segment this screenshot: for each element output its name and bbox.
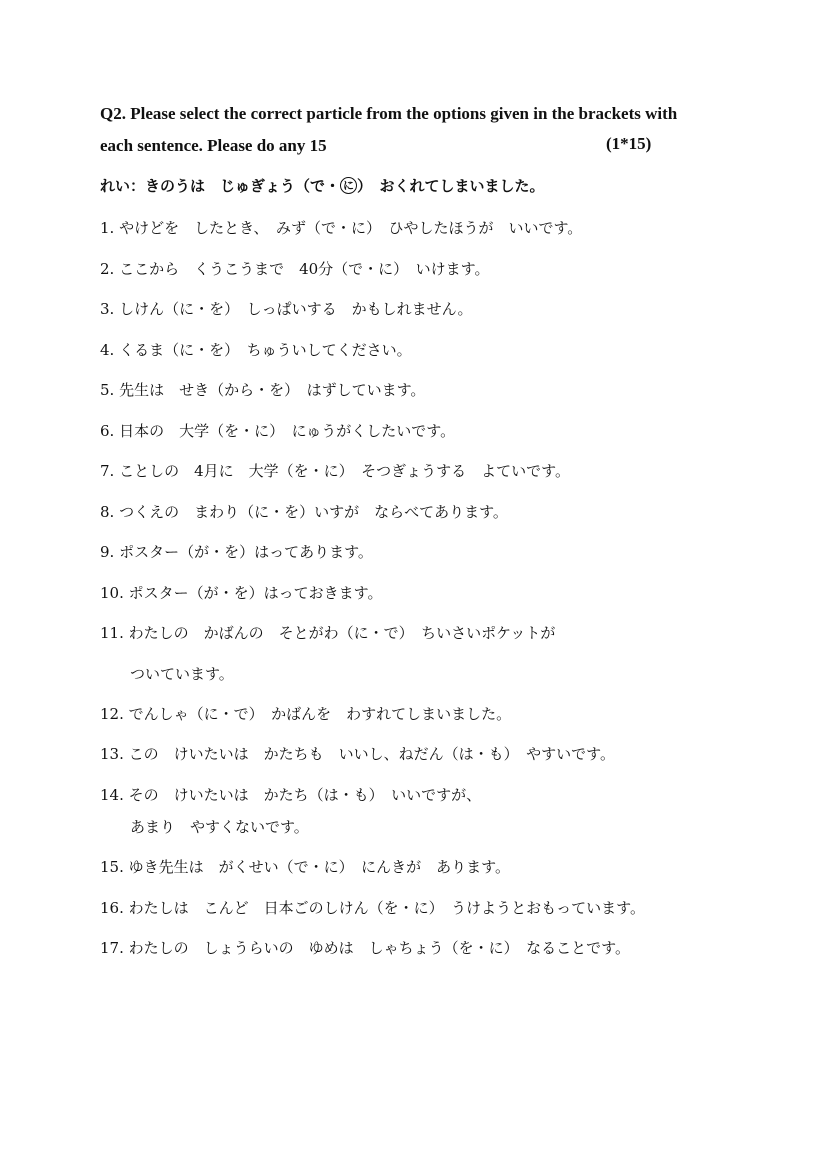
- question-text: ポスター（が・を）はってあります。: [119, 543, 373, 561]
- question-9: [100, 542, 373, 562]
- question-7: [100, 461, 570, 481]
- question-heading-line1: Q2. Please select the correct particle from the options given in the brackets with: [100, 104, 678, 123]
- question-number: 12.: [100, 705, 124, 723]
- question-4: [100, 340, 412, 360]
- question-number: 5.: [100, 381, 115, 399]
- question-3: [100, 299, 473, 319]
- question-number: 4.: [100, 341, 115, 359]
- question-number: 10.: [100, 584, 124, 602]
- question-number: 14.: [100, 786, 124, 804]
- question-number: 13.: [100, 745, 124, 763]
- question-text: ここから くうこうまで 40分（で・に） いけます。: [119, 260, 490, 278]
- question-number: 17.: [100, 939, 124, 957]
- question-text: この けいたいは かたちも いいし、ねだん（は・も） やすいです。: [128, 745, 615, 763]
- question-text: ゆき先生は がくせい（で・に） にんきが あります。: [128, 858, 510, 876]
- example-sentence: [100, 176, 545, 196]
- question-5: [100, 380, 425, 400]
- question-number: 16.: [100, 899, 124, 917]
- question-number: 8.: [100, 503, 115, 521]
- question-number: 1.: [100, 219, 115, 237]
- question-number: 6.: [100, 422, 115, 440]
- question-text: やけどを したとき、 みず（で・に） ひやしたほうが いいです。: [119, 219, 583, 237]
- question-number: 15.: [100, 858, 124, 876]
- example-before: れい：きのうは じゅぎょう（で・: [100, 177, 341, 195]
- question-6: [100, 421, 455, 441]
- question-text: その けいたいは かたち（は・も） いいですが、: [128, 786, 482, 804]
- question-15: [100, 857, 510, 877]
- question-text: ことしの 4月に 大学（を・に） そつぎょうする よていです。: [119, 462, 570, 480]
- question-14-continued: あまり やすくないです。: [130, 818, 309, 836]
- question-13: [100, 744, 615, 764]
- marks-allocation: (1*15): [606, 134, 652, 153]
- question-number: 7.: [100, 462, 115, 480]
- question-text: 日本の 大学（を・に） にゅうがくしたいです。: [119, 422, 456, 440]
- question-text: くるま（に・を） ちゅういしてください。: [119, 341, 412, 359]
- question-14: [100, 785, 481, 805]
- question-number: 11.: [100, 624, 124, 642]
- example-circled-answer: に: [340, 177, 357, 194]
- question-2: [100, 259, 489, 279]
- question-text: わたしは こんど 日本ごのしけん（を・に） うけようとおもっています。: [128, 899, 645, 917]
- question-text: つくえの まわり（に・を）いすが ならべてあります。: [119, 503, 508, 521]
- question-text: しけん（に・を） しっぱいする かもしれません。: [119, 300, 473, 318]
- question-text: 先生は せき（から・を） はずしています。: [119, 381, 426, 399]
- question-1: [100, 218, 582, 238]
- question-11: [100, 623, 555, 643]
- question-11-continued: ついています。: [130, 665, 234, 683]
- question-heading-line2: each sentence. Please do any 15: [100, 136, 327, 155]
- question-17: [100, 938, 630, 958]
- question-10: [100, 583, 382, 603]
- question-16: [100, 898, 645, 918]
- question-number: 3.: [100, 300, 115, 318]
- question-text: でんしゃ（に・で） かばんを わすれてしまいました。: [128, 705, 512, 723]
- question-number: 9.: [100, 543, 115, 561]
- question-number: 2.: [100, 260, 115, 278]
- question-12: [100, 704, 511, 724]
- question-8: [100, 502, 508, 522]
- question-text: わたしの かばんの そとがわ（に・で） ちいさいポケットが: [128, 624, 556, 642]
- question-text: わたしの しょうらいの ゆめは しゃちょう（を・に） なることです。: [128, 939, 630, 957]
- example-after: ） おくれてしまいました。: [357, 177, 545, 195]
- question-text: ポスター（が・を）はっておきます。: [128, 584, 383, 602]
